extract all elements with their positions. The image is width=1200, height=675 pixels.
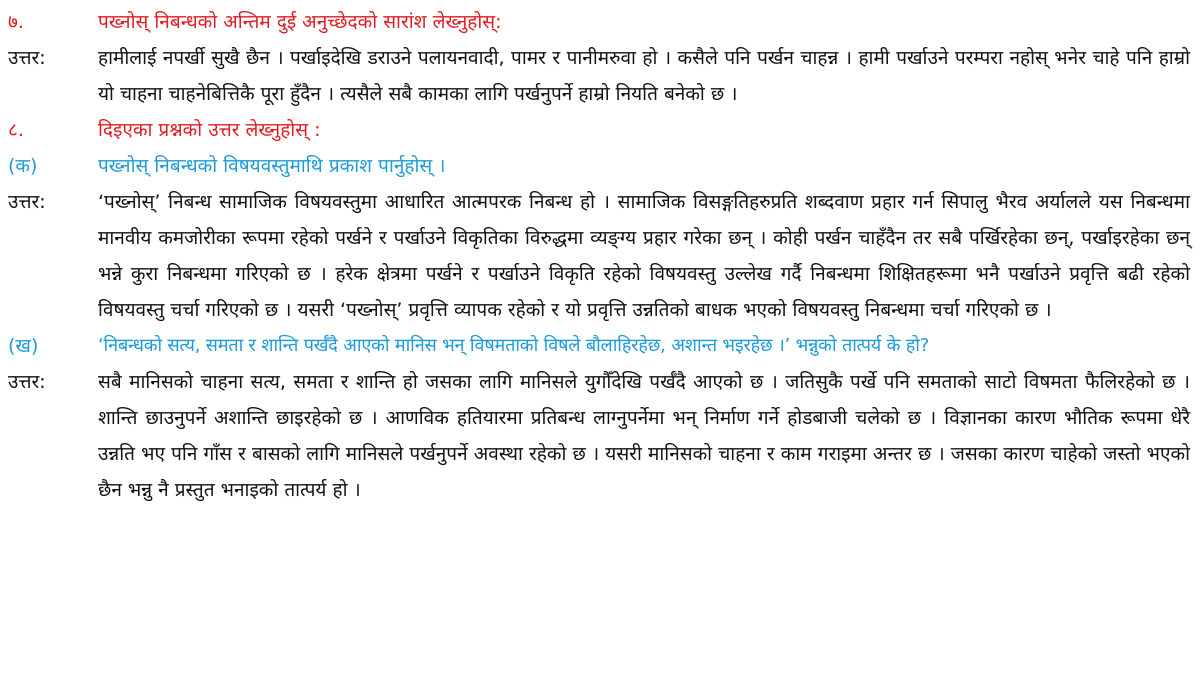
subquestion-marker: (क)	[8, 155, 38, 177]
question-number: ८.	[8, 119, 24, 141]
subquestion-kha	[8, 328, 1190, 364]
question-number: ७.	[8, 11, 24, 33]
answer-7	[8, 40, 1190, 112]
subquestion-text: पख्नोस् निबन्धको विषयवस्तुमाथि प्रकाश पार्नुहोस् ।	[98, 155, 446, 177]
answer-label: उत्तर:	[8, 191, 46, 213]
question-text: दिइएका प्रश्नको उत्तर लेख्नुहोस् :	[98, 119, 321, 141]
subquestion-text: ‘निबन्धको सत्य, समता र शान्ति पर्खँदै आएको मानिस भन् विषमताको विषले बौलाहिरहेछ, अशान्त भइरहेछ ।’ भन्नुको तात्पर्य के हो?	[98, 335, 930, 356]
answer-ka	[8, 184, 1190, 328]
answer-label: उत्तर:	[8, 371, 46, 393]
answer-label: उत्तर:	[8, 47, 46, 69]
question-8	[8, 112, 1190, 148]
answer-kha	[8, 364, 1190, 508]
answer-text: सबै मानिसको चाहना सत्य, समता र शान्ति हो जसका लागि मानिसले युगौँदेखि पर्खँदै आएको छ । जतिसुकै पर्खे पनि समताको साटो विषमता फैलिरहेको छ । शान्ति छाउनुपर्ने अशान्ति छाइरहेको छ । आणविक हतियारमा प्रतिबन्ध लाग्नुपर्नेमा भन् निर्माण गर्ने होडबाजी चलेको छ । विज्ञानका कारण भौतिक रूपमा धेरै उन्नति भए पनि गाँस र बासको लागि मानिसले पर्खनुपर्ने अवस्था रहेको छ । यसरी मानिसको चाहना र काम गराइमा अन्तर छ । जसका कारण चाहेको जस्तो भएको छैन भन्नु नै प्रस्तुत भनाइको तात्पर्य हो ।	[98, 371, 1190, 501]
subquestion-ka	[8, 148, 1190, 184]
answer-text: ‘पख्नोस्’ निबन्ध सामाजिक विषयवस्तुमा आधारित आत्मपरक निबन्ध हो । सामाजिक विसङ्गतिहरुप्रति शब्दवाण प्रहार गर्न सिपालु भैरव अर्यालले यस निबन्धमा मानवीय कमजोरीका रूपमा रहेको पर्खने र पर्खाउने विकृतिका विरुद्धमा व्यङ्ग्य प्रहार गरेका छन् । कोही पर्खन चाहँदैन तर सबै पर्खिरहेका छन्, पर्खाइरहेका छन् भन्ने कुरा निबन्धमा गरिएको छ । हरेक क्षेत्रमा पर्खने र पर्खाउने विकृति रहेको विषयवस्तु उल्लेख गर्दै निबन्धमा शिक्षितहरूमा भनै पर्खाउने प्रवृत्ति बढी रहेको विषयवस्तु चर्चा गरिएको छ । यसरी ‘पख्नोस्’ प्रवृत्ति व्यापक रहेको र यो प्रवृत्ति उन्नतिको बाधक भएको विषयवस्तु निबन्धमा चर्चा गरिएको छ ।	[98, 191, 1190, 321]
question-7	[8, 4, 1190, 40]
answer-text: हामीलाई नपर्खी सुखै छैन । पर्खाइदेखि डराउने पलायनवादी, पामर र पानीमरुवा हो । कसैले पनि पर्खन चाहन्न । हामी पर्खाउने परम्परा नहोस् भनेर चाहे पनि हाम्रो यो चाहना चाहनेबित्तिकै पूरा हुँदैन । त्यसैले सबै कामका लागि पर्खनुपर्ने हाम्रो नियति बनेको छ ।	[98, 47, 1190, 105]
subquestion-marker: (ख)	[8, 335, 39, 357]
question-text: पख्नोस् निबन्धको अन्तिम दुई अनुच्छेदको सारांश लेख्नुहोस्:	[98, 11, 502, 33]
